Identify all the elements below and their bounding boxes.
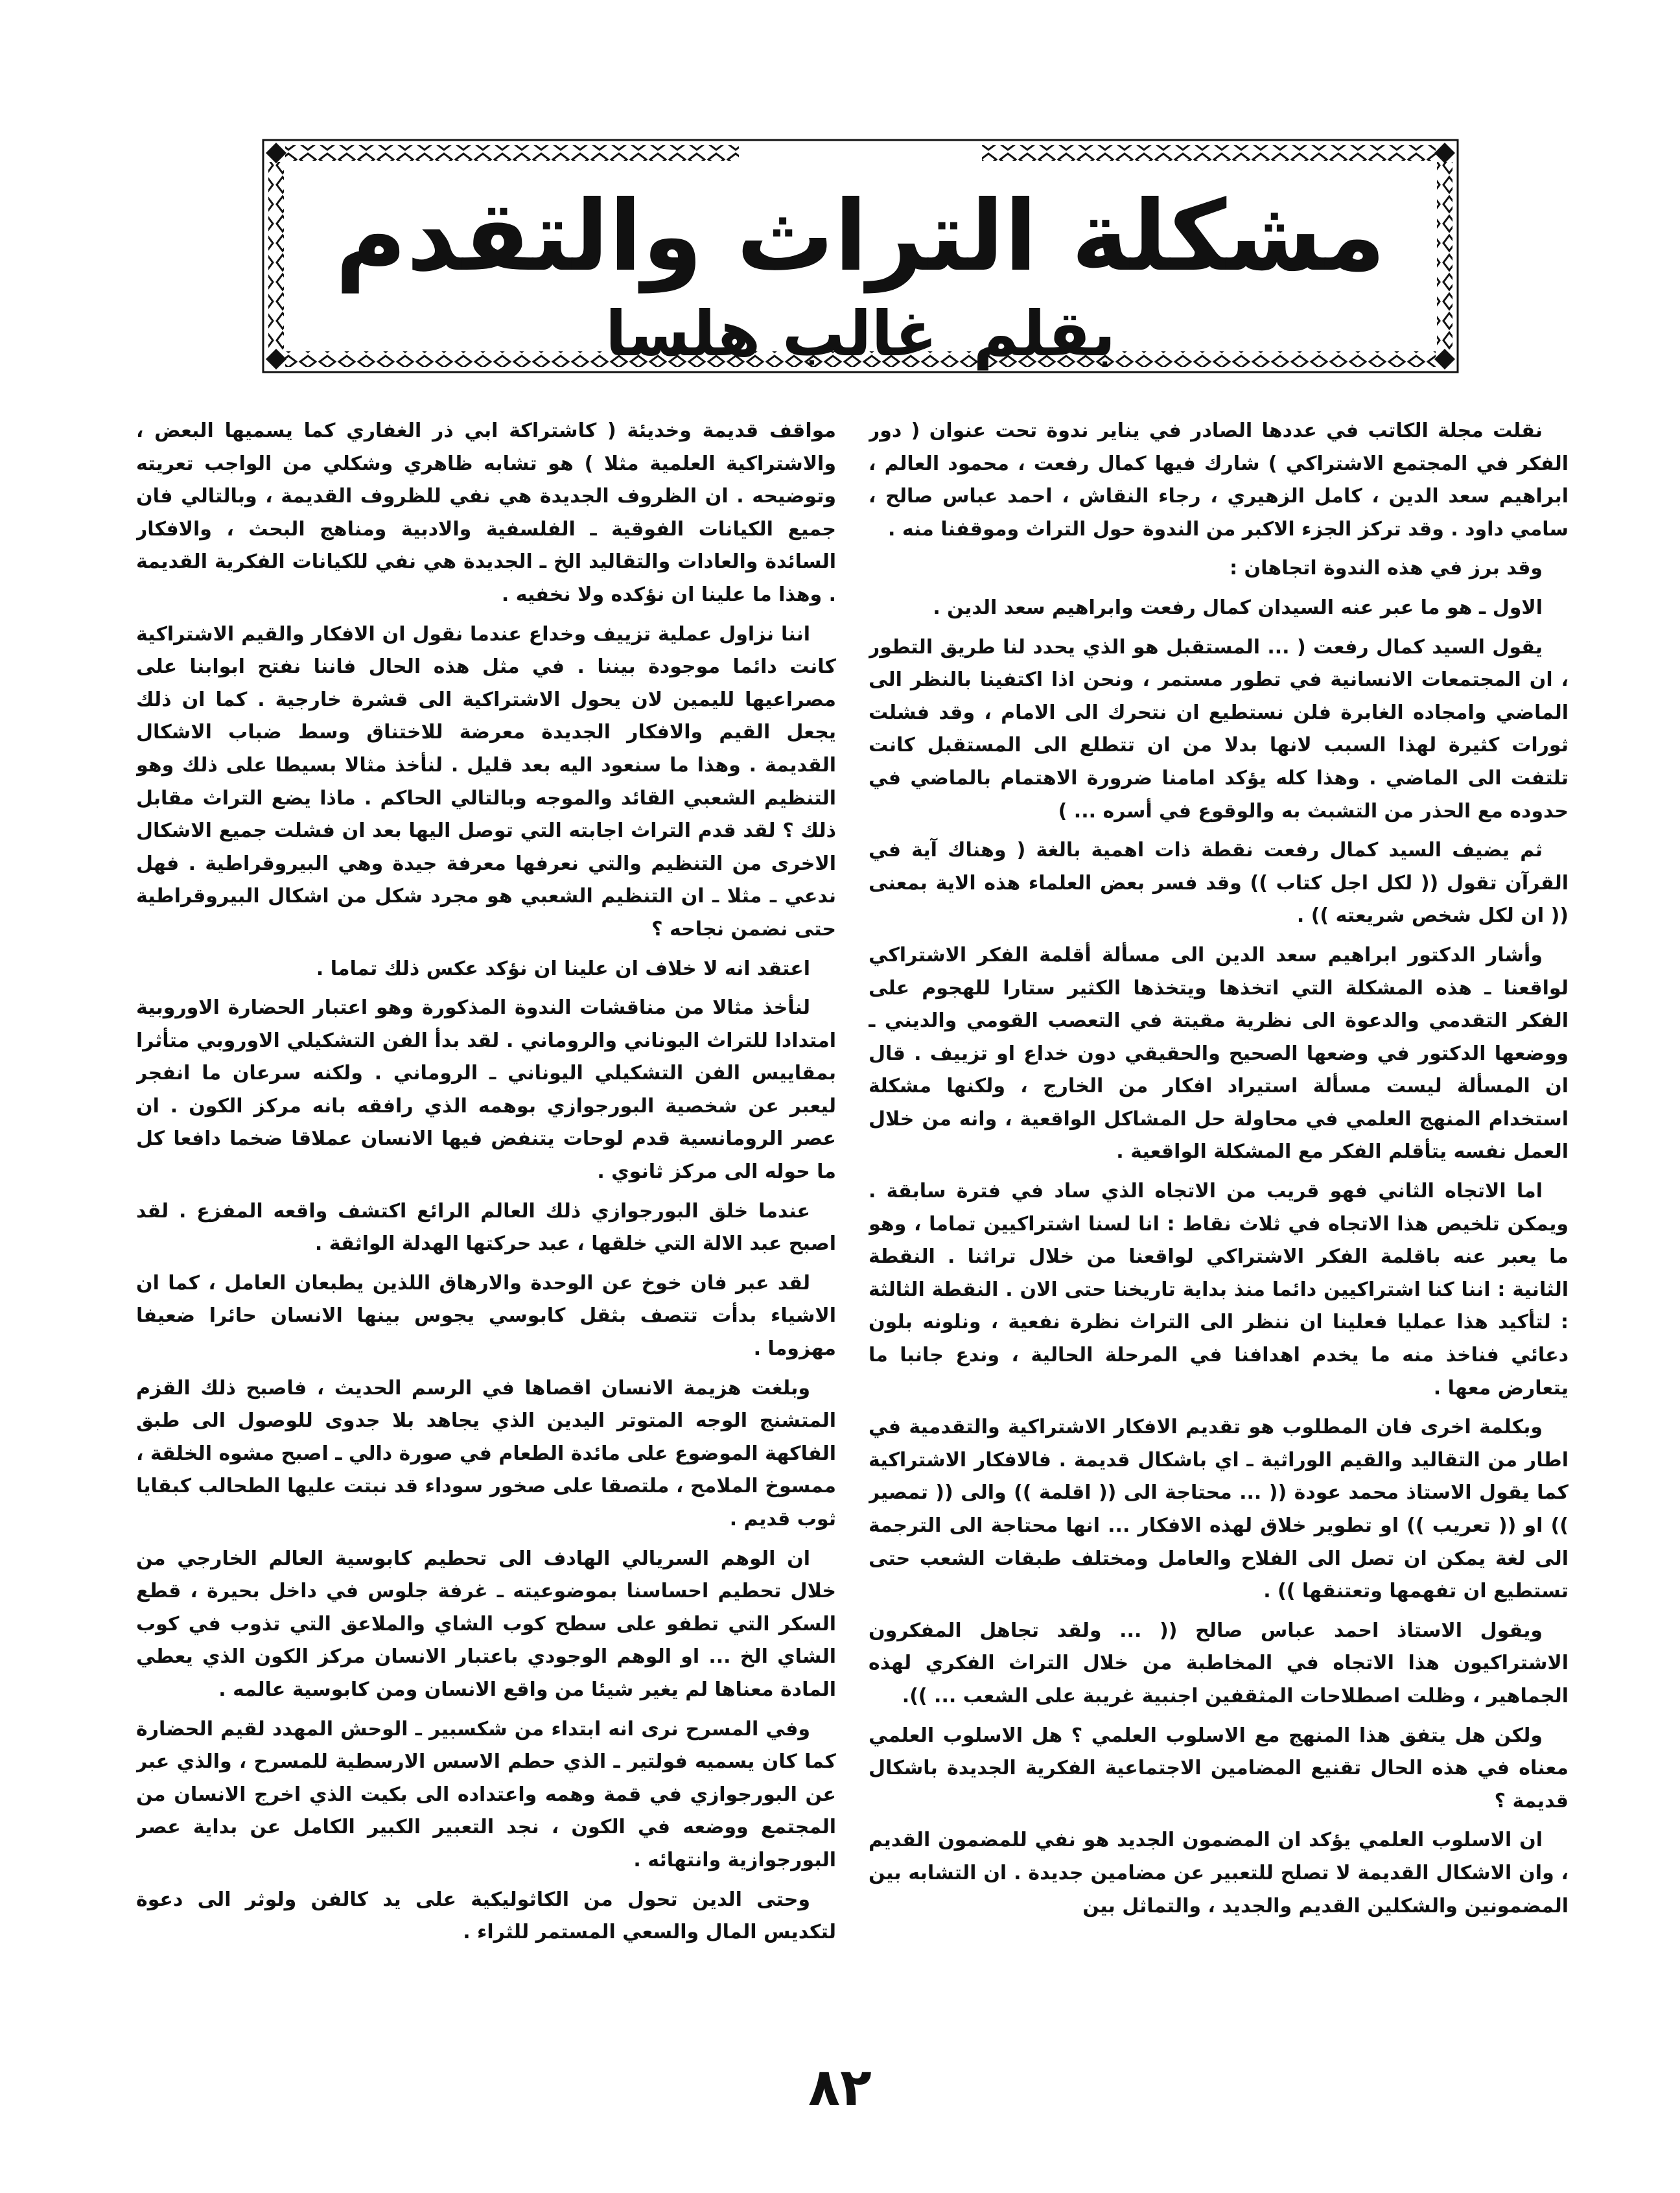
paragraph: لنأخذ مثالا من مناقشات الندوة المذكورة وهو اعتبار الحضارة الاوروبية امتدادا للتراث اليوناني والروماني . لقد بدأ الفن التشكيلي الاوروبي متأثرا بمقاييس الفن التشكيلي اليوناني ـ الروماني . ولكنه سرعان ما انفجر ليعبر عن شخصية البورجوازي بوهمه الذي رافقه بانه مركز الكون . ان عصر الرومانسية قدم لوحات يتنفض فيها الانسان عملاقا ضخما دافعا كل ما حوله الى مركز ثانوي . bbox=[136, 996, 836, 1184]
column-right bbox=[869, 415, 1569, 2023]
title-frame bbox=[259, 136, 1462, 376]
paragraph: نقلت مجلة الكاتب في عددها الصادر في يناير ندوة تحت عنوان ( دور الفكر في المجتمع الاشتراكي ) شارك فيها كمال رفعت ، محمود العالم ، ابراهيم سعد الدين ، كامل الزهيري ، رجاء النقاش ، احمد عباس صالح ، سامي داود . وقد تركز الجزء الاكبر من الندوة حول التراث وموقفنا منه . bbox=[869, 419, 1569, 541]
byline-prefix: بقلم bbox=[973, 298, 1116, 370]
paragraph: ان الاسلوب العلمي يؤكد ان المضمون الجديد هو نفي للمضمون القديم ، وان الاشكال القديمة لا تصلح للتعبير عن مضامين جديدة . ان التشابه بين المضمونين والشكلين القديم والجديد ، والتماثل بين bbox=[869, 1829, 1569, 1917]
paragraph: اما الاتجاه الثاني فهو قريب من الاتجاه الذي ساد في فترة سابقة . ويمكن تلخيص هذا الاتجاه في ثلاث نقاط : انا لسنا اشتراكيين تماما ، وهو ما يعبر عنه باقلمة الفكر الاشتراكي لواقعنا من خلال تراثنا . النقطة الثانية : اننا كنا اشتراكيين دائما منذ بداية تاريخنا حتى الان . النقطة الثالثة : لتأكيد هذا عمليا فعلينا ان ننظر الى التراث نظرة نفعية ، ونلونه بلون دعائي فناخذ منه ما يخدم اهدافنا في المرحلة الحالية ، وندع جانبا ما يتعارض معها . bbox=[869, 1180, 1569, 1400]
paragraph: وحتى الدين تحول من الكاثوليكية على يد كالفن ولوثر الى دعوة لتكديس المال والسعي المستمر للثراء . bbox=[136, 1888, 836, 1944]
paragraph: ثم يضيف السيد كمال رفعت نقطة ذات اهمية بالغة ( وهناك آية في القرآن تقول (( لكل اجل كتاب )) وقد فسر بعض العلماء هذه الاية بمعنى (( ان لكل شخص شريعته )) . bbox=[869, 839, 1569, 928]
byline bbox=[259, 298, 1462, 369]
paragraph: وفي المسرح نرى انه ابتداء من شكسبير ـ الوحش المهدد لقيم الحضارة كما كان يسميه فولتير ـ الذي حطم الاسس الارسطية للمسرح ، والذي عبر عن البورجوازي في قمة وهمه واعتداده الى بكيت الذي اخرج الانسان من المجتمع ووضعه في الكون ، نجد التعبير الكبير الكامل عن بداية عصر البورجوازية وانتهائه . bbox=[136, 1717, 836, 1871]
paragraph: اعتقد انه لا خلاف ان علينا ان نؤكد عكس ذلك تماما . bbox=[316, 957, 810, 980]
paragraph: ويقول الاستاذ احمد عباس صالح (( ... ولقد تجاهل المفكرون الاشتراكيون هذا الاتجاه في المخاطبة من خلال التراث الفكري لهذه الجماهير ، وظلت اصطلاحات المثقفين اجنبية غريبة على الشعب ... )). bbox=[869, 1619, 1569, 1707]
paragraph: عندما خلق البورجوازي ذلك العالم الرائع اكتشف واقعه المفزع . لقد اصبح عبد الالة التي خلقها ، عبد حركتها الهدلة الواثقة . bbox=[136, 1199, 836, 1256]
paragraph: وقد برز في هذه الندوة اتجاهان : bbox=[1230, 557, 1543, 580]
paragraph: لقد عبر فان خوخ عن الوحدة والارهاق اللذين يطبعان العامل ، كما ان الاشياء بدأت تتصف بثقل كابوسي يجوس بينها الانسان حائرا ضعيفا مهزوما . bbox=[136, 1271, 836, 1361]
paragraph: الاول ـ هو ما عبر عنه السيدان كمال رفعت وابراهيم سعد الدين . bbox=[933, 596, 1543, 619]
paragraph: وأشار الدكتور ابراهيم سعد الدين الى مسألة أقلمة الفكر الاشتراكي لواقعنا ـ هذه المشكلة التي اتخذها ويتخذها الكثير ستارا للهجوم على الفكر التقدمي والدعوة الى نظرية مقيتة في التعصب القومي والديني ـ ووضعها الدكتور في وضعها الصحيح والحقيقي دون خداع او تزييف . قال ان المسألة ليست مسألة استيراد افكار من الخارج ، ولكنها مشكلة استخدام المنهج العلمي في محاولة حل المشاكل الواقعية ، وانه من خلال العمل نفسه يتأقلم الفكر مع المشكلة الواقعية . bbox=[869, 943, 1569, 1164]
paragraph: يقول السيد كمال رفعت ( ... المستقبل هو الذي يحدد لنا طريق التطور ، ان المجتمعات الانسانية في تطور مستمر ، ونحن اذا اكتفينا بالنظر الى الماضي وامجاده الغابرة فلن نستطيع ان نتحرك الى الامام ، وقد فشلت ثورات كثيرة لهذا السبب لانها بدلا من ان تتطلع الى المستقبل كانت تلتفت الى الماضي . وهذا كله يؤكد امامنا ضرورة الاهتمام بالماضي في حدوده مع الحذر من التشبث به والوقوع في أسره ... ) bbox=[869, 635, 1569, 823]
paragraph: ان الوهم السريالي الهادف الى تحطيم كابوسية العالم الخارجي من خلال تحطيم احساسنا بموضوعيته ـ غرفة جلوس في داخل بحيرة ، قطع السكر التي تطفو على سطح كوب الشاي والملاعق التي تذوب في كوب الشاي الخ ... او الوهم الوجودي باعتبار الانسان مركز الكون الذي يعطي المادة معناها لم يغير شيئا من واقع الانسان ومن كابوسية عالمه . bbox=[136, 1547, 836, 1701]
article-title: مشكلة التراث والتقدم bbox=[335, 180, 1386, 293]
author-name: غالب هلسا bbox=[605, 298, 938, 370]
paragraph: وبكلمة اخرى فان المطلوب هو تقديم الافكار الاشتراكية والتقدمية في اطار من التقاليد والقيم الوراثية ـ اي باشكال قديمة . فالافكار الاشتراكية كما يقول الاستاذ محمد عودة (( ... محتاجة الى (( اقلمة )) والى (( تمصير )) او (( تعريب )) او تطوير خلاق لهذه الافكار ... انها محتاجة الى الترجمة الى لغة يمكن ان تصل الى الفلاح والعامل ومختلف طبقات الشعب حتى تستطيع ان تفهمها وتعتنقها )) . bbox=[869, 1416, 1569, 1603]
column-left bbox=[136, 415, 836, 2023]
paragraph: وبلغت هزيمة الانسان اقصاها في الرسم الحديث ، فاصبح ذلك القزم المتشنج الوجه المتوتر اليدين الذي يجاهد بلا جدوى للوصول الى طبق الفاكهة الموضوع على مائدة الطعام في صورة دالي ـ اصبح مشوه الخلقة ، ممسوخ الملامح ، ملتصقا على صخور سوداء قد نبتت عليها الطحالب كبقايا ثوب قديم . bbox=[136, 1376, 836, 1530]
page-number: ٨٢ bbox=[808, 2057, 872, 2117]
paragraph: ولكن هل يتفق هذا المنهج مع الاسلوب العلمي ؟ هل الاسلوب العلمي معناه في هذه الحال تقنيع المضامين الاجتماعية الفكرية الجديدة باشكال قديمة ؟ bbox=[869, 1724, 1569, 1812]
paragraph: مواقف قديمة وخديئة ( كاشتراكة ابي ذر الغفاري كما يسميها البعض ، والاشتراكية العلمية مثلا ) هو تشابه ظاهري وشكلي من الواجب تعريته وتوضيحه . ان الظروف الجديدة هي نفي للظروف القديمة ، وبالتالي فان جميع الكيانات الفوقية ـ الفلسفية والادبية ومناهج البحث ، والافكار السائدة والعادات والتقاليد الخ ـ الجديدة هي نفي للكيانات الفكرية القديمة . وهذا ما علينا ان نؤكده ولا نخفيه . bbox=[136, 419, 836, 606]
paragraph: اننا نزاول عملية تزييف وخداع عندما نقول ان الافكار والقيم الاشتراكية كانت دائما موجودة بيننا . في مثل هذه الحال فاننا نفتح ابوابنا على مصراعيها لليمين لان يحول الاشتراكية الى قشرة خارجية . كما ان ذلك يجعل القيم والافكار الجديدة معرضة للاختناق وسط ضباب الاشكال القديمة . وهذا ما سنعود اليه بعد قليل . لنأخذ مثالا بسيطا على ذلك وهو التنظيم الشعبي القائد والموجه وبالتالي الحاكم . ماذا يضع التراث مقابل ذلك ؟ لقد قدم التراث اجابته التي توصل اليها بعد ان فشلت جميع الاشكال الاخرى من التنظيم والتي نعرفها معرفة جيدة وهي البيروقراطية . فهل ندعي ـ مثلا ـ ان التنظيم الشعبي هو مجرد شكل من اشكال البيروقراطية حتى نضمن نجاحه ؟ bbox=[136, 622, 836, 941]
